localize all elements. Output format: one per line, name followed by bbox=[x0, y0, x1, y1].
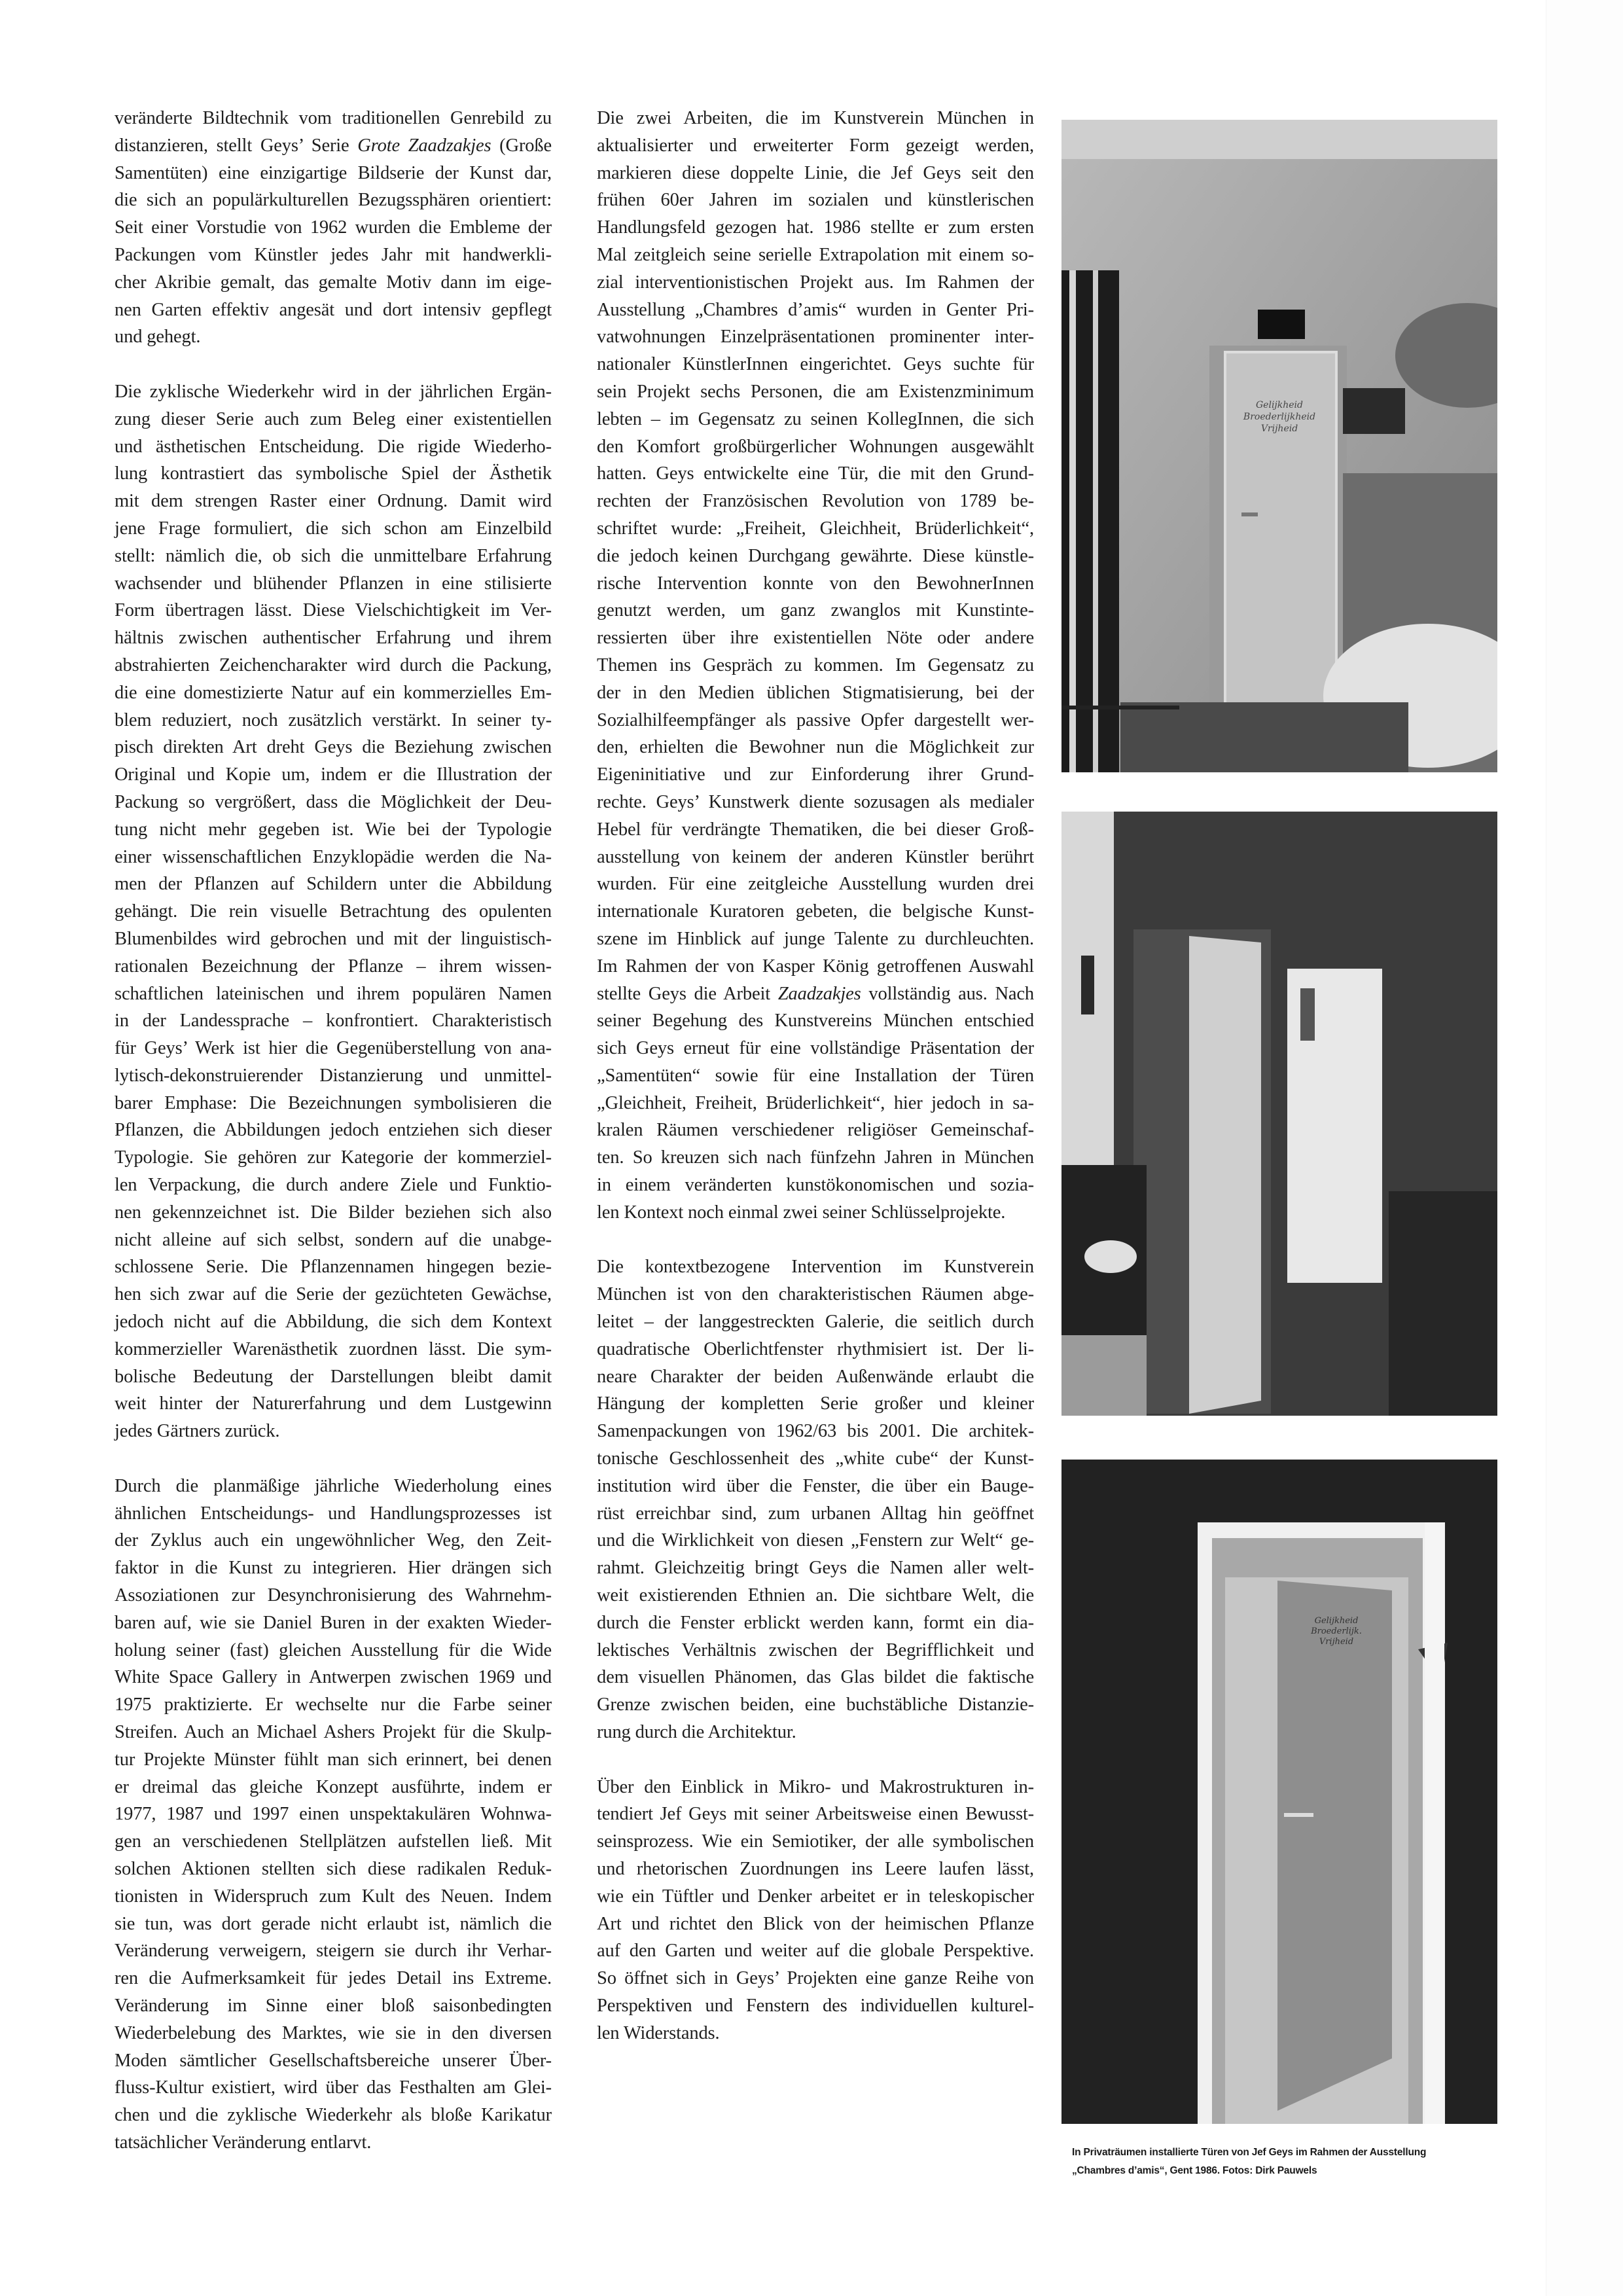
text-line: Hebel für verdrängte Thematiken, die bei dieser Groß- bbox=[597, 819, 1034, 840]
text-line: gehängt. Die rein visuelle Betrachtung des opulenten bbox=[115, 901, 552, 922]
text-line: Art und richtet den Blick von der heimischen Pflanze bbox=[597, 1913, 1034, 1934]
text-line: szene im Hinblick auf junge Talente zu durchleuchten. bbox=[597, 928, 1034, 949]
text-line: hatten. Geys entwickelte eine Tür, die mit den Grund- bbox=[597, 463, 1034, 484]
photo-hallway-doors bbox=[1061, 812, 1497, 1416]
text-line: schaftlichen lateinischen und ihrem populären Namen bbox=[115, 983, 552, 1004]
text-line: lung kontrastiert das symbolische Spiel der Ästhetik bbox=[115, 463, 552, 484]
text-line: Typologie. Sie gehören zur Kategorie der kommerziel- bbox=[115, 1147, 552, 1168]
text-line: frühen 60er Jahren im sozialen und künstlerischen bbox=[597, 190, 1034, 211]
text-line: lektisches Verhältnis zwischen der Begrifflichkeit und bbox=[597, 1640, 1034, 1660]
text-line: len Kontext noch einmal zwei seiner Schlüsselprojekte. bbox=[597, 1202, 1006, 1223]
text-line: zung dieser Serie auch zum Beleg einer existentiellen bbox=[115, 408, 552, 429]
text-line: „Samentüten“ sowie für eine Installation der Türen bbox=[597, 1065, 1034, 1086]
text-line: Blumenbildes wird gebrochen und mit der linguistisch- bbox=[115, 928, 552, 949]
text-line: Samentüten) eine einzigartige Bildserie der Kunst dar, bbox=[115, 162, 552, 183]
text-line: internationale Kuratoren gebeten, die belgische Kunst- bbox=[597, 901, 1034, 922]
text-line: sein Projekt sechs Personen, die am Existenzminimum bbox=[597, 381, 1034, 402]
text-line: auf den Garten und weiter auf die globale Perspektive. bbox=[597, 1941, 1034, 1962]
text-line: Mal zeitgleich seine serielle Extrapolation mit einem so- bbox=[597, 244, 1034, 265]
text-line: White Space Gallery in Antwerpen zwischen 1969 und bbox=[115, 1667, 552, 1688]
text-line: leitet – der langgestreckten Galerie, die seitlich durch bbox=[597, 1312, 1034, 1333]
text-line: rationalen Bezeichnung der Pflanze – ihrem wissen- bbox=[115, 956, 552, 977]
text-line: tendiert Jef Geys mit seiner Arbeitsweise einen Bewusst- bbox=[597, 1804, 1034, 1825]
photo-doorway bbox=[1061, 1460, 1497, 2124]
text-line: baren auf, wie sie Daniel Buren in der exakten Wieder- bbox=[115, 1612, 552, 1633]
text-line: der Zyklus auch ein ungewöhnlicher Weg, den Zeit- bbox=[115, 1530, 552, 1551]
scan-edge bbox=[1546, 0, 1623, 2296]
text-line: pisch direkten Art dreht Geys die Beziehung zwischen bbox=[115, 737, 552, 758]
text-line: Hängung der kompletten Serie großer und kleiner bbox=[597, 1393, 1034, 1414]
text-line: fluss-Kultur existiert, wird über das Festhalten am Glei- bbox=[115, 2077, 552, 2098]
text-line: mit dem strengen Raster einer Ordnung. Damit wird bbox=[115, 491, 552, 512]
text-line: jedes Gärtners zurück. bbox=[115, 1421, 280, 1442]
text-line: Eigeninitiative und zur Einforderung ihrer Grund- bbox=[597, 764, 1034, 785]
text-line: rechte. Geys’ Kunstwerk diente sozusagen als medialer bbox=[597, 791, 1034, 812]
text-line: jedoch nicht auf die Abbildung, die sich dem Kontext bbox=[115, 1312, 552, 1333]
text-line: Moden sämtlicher Gesellschaftsbereiche unserer Über- bbox=[115, 2050, 552, 2071]
text-column-middle bbox=[597, 105, 1034, 2047]
text-line: Wiederbelebung des Marktes, wie sie in den diversen bbox=[115, 2022, 552, 2043]
italic-title: Grote Zaadzakjes bbox=[357, 135, 491, 156]
text-line: rüst erreichbar sind, zum urbanen Alltag hin geöffnet bbox=[597, 1503, 1034, 1524]
paragraph bbox=[597, 105, 1034, 1227]
text-line: Ausstellung „Chambres d’amis“ wurden in Genter Pri- bbox=[597, 299, 1034, 320]
text-line: tonische Geschlossenheit des „white cube“ der Kunst- bbox=[597, 1448, 1034, 1469]
text-line: kommerzieller Warenästhetik zuordnen lässt. Die sym- bbox=[115, 1338, 552, 1359]
italic-title: Zaadzakjes bbox=[777, 983, 861, 1004]
text-line: rahmt. Gleichzeitig bringt Geys die Namen aller welt- bbox=[597, 1558, 1034, 1579]
text-line: die sich an populärkulturellen Bezugssphären orientiert: bbox=[115, 190, 552, 211]
text-line: tung nicht mehr gegeben ist. Wie bei der Typologie bbox=[115, 819, 552, 840]
text-line: Packung so vergrößert, dass die Möglichkeit der Deu- bbox=[115, 791, 552, 812]
text-line: blem reduziert, noch zusätzlich verstärkt. In seiner ty- bbox=[115, 709, 552, 730]
text-line: rische Intervention konnte von den BewohnerInnen bbox=[597, 573, 1034, 594]
text-line: nicht alleine auf sich selbst, sondern auf die unabge- bbox=[115, 1229, 552, 1250]
text-line: der in den Medien üblichen Stigmatisierung, bei der bbox=[597, 682, 1034, 703]
text-line: die jedoch keinen Durchgang gewährte. Diese künstle- bbox=[597, 545, 1034, 566]
text-line: lebten – im Gegensatz zu seinen KollegInnen, die sich bbox=[597, 408, 1034, 429]
text-line: sie tun, was dort gerade nicht erlaubt ist, nämlich die bbox=[115, 1913, 552, 1934]
caption-line-1: In Privaträumen installierte Türen von Jef Geys im Rahmen der Ausstellung bbox=[1072, 2147, 1427, 2158]
text-line: Grenze zwischen beiden, eine buchstäbliche Distanzie- bbox=[597, 1695, 1034, 1715]
text-line: wurden. Für eine zeitgleiche Ausstellung wurden drei bbox=[597, 874, 1034, 895]
text-line: tur Projekte Münster fühlt man sich erinnert, bei denen bbox=[115, 1749, 552, 1770]
text-line: quadratische Oberlichtfenster rhythmisiert ist. Der li- bbox=[597, 1338, 1034, 1359]
text-line: ren die Aufmerksamkeit für jedes Detail ins Extreme. bbox=[115, 1968, 552, 1989]
text-line: schriftet wurde: „Freiheit, Gleichheit, Brüderlichkeit“, bbox=[597, 518, 1034, 539]
text-line: er dreimal das gleiche Konzept ausführte, indem er bbox=[115, 1776, 552, 1797]
text-line: len Widerstands. bbox=[597, 2022, 720, 2043]
text-line: rechten der Französischen Revolution von 1789 be- bbox=[597, 491, 1034, 512]
text-line: Sozialhilfeempfänger als passive Opfer dargestellt wer- bbox=[597, 709, 1034, 730]
text-line: und die Wirklichkeit von diesen „Fenstern zur Welt“ ge- bbox=[597, 1530, 1034, 1551]
text-line: Original und Kopie um, indem er die Illustration der bbox=[115, 764, 552, 785]
text-line: Im Rahmen der von Kasper König getroffenen Auswahl bbox=[597, 956, 1034, 977]
svg-text:Broederlijkheid: Broederlijkheid bbox=[1243, 412, 1316, 422]
text-line: vatwohnungen Einzelpräsentationen prominenter inter- bbox=[597, 327, 1034, 348]
text-line: Veränderung verweigern, steigern sie durch ihr Verhar- bbox=[115, 1941, 552, 1962]
paragraph bbox=[597, 1774, 1034, 2047]
text-line: Streifen. Auch an Michael Ashers Projekt für die Skulp- bbox=[115, 1722, 552, 1743]
figure-caption bbox=[1072, 2144, 1543, 2180]
text-line: Veränderung im Sinne einer bloß saisonbedingten bbox=[115, 1995, 552, 2016]
text-line: chen und die zyklische Wiederkehr als bloße Karikatur bbox=[115, 2105, 552, 2126]
text-line: zial interventionistischen Projekt aus. Im Rahmen der bbox=[597, 272, 1034, 293]
text-line: Über den Einblick in Mikro- und Makrostrukturen in- bbox=[597, 1776, 1034, 1797]
text-line: ressierten über ihre existentiellen Nöte oder andere bbox=[597, 628, 1034, 649]
photo-room-door bbox=[1061, 120, 1497, 772]
text-line: in einem veränderten kunstökonomischen und sozia- bbox=[597, 1175, 1034, 1196]
text-line: die eine domestizierte Natur auf ein kommerzielles Em- bbox=[115, 682, 552, 703]
paragraph bbox=[597, 1253, 1034, 1746]
text-line: und ästhetischen Entscheidung. Die rigide Wiederho- bbox=[115, 436, 552, 457]
text-line: nen gekennzeichnet ist. Die Bilder beziehen sich also bbox=[115, 1202, 552, 1223]
text-line: len Verpackung, die durch andere Ziele und Funktio- bbox=[115, 1175, 552, 1196]
text-line: veränderte Bildtechnik vom traditionellen Genrebild zu bbox=[115, 108, 552, 128]
text-line: Die kontextbezogene Intervention im Kunstverein bbox=[597, 1257, 1034, 1278]
text-line: schlossene Serie. Die Pflanzennamen hingegen bezie- bbox=[115, 1257, 552, 1278]
text-line: distanzieren, stellt Geys’ Serie Grote Zaadzakjes (Große bbox=[115, 135, 552, 156]
text-line: Packungen vom Künstler jedes Jahr mit handwerkli- bbox=[115, 244, 552, 265]
text-line: Themen ins Gespräch zu kommen. Im Gegensatz zu bbox=[597, 655, 1034, 675]
text-line: in der Landessprache – konfrontiert. Charakteristisch bbox=[115, 1011, 552, 1031]
text-line: gen an verschiedenen Stellplätzen aufstellen ließ. Mit bbox=[115, 1831, 552, 1852]
text-line: neare Charakter der beiden Außenwände erlaubt die bbox=[597, 1366, 1034, 1387]
text-line: tionisten in Widerspruch zum Kult des Neuen. Indem bbox=[115, 1886, 552, 1907]
text-line: Samenpackungen von 1962/63 bis 2001. Die architek- bbox=[597, 1421, 1034, 1442]
text-line: faktor in die Kunst zu integrieren. Hier drängen sich bbox=[115, 1558, 552, 1579]
text-line: abstrahierten Zeichencharakter wird durch die Packung, bbox=[115, 655, 552, 675]
text-line: lytisch-dekonstruierender Distanzierung und unmittel- bbox=[115, 1065, 552, 1086]
photo-doorway-image bbox=[1061, 1460, 1497, 2124]
text-line: durch die Fenster erblickt werden kann, formt ein dia- bbox=[597, 1612, 1034, 1633]
text-line: institution wird über die Fenster, die über ein Bauge- bbox=[597, 1475, 1034, 1496]
svg-text:Gelijkheid: Gelijkheid bbox=[1256, 400, 1303, 410]
text-line: „Gleichheit, Freiheit, Brüderlichkeit“, hier jedoch in sa- bbox=[597, 1092, 1034, 1113]
text-line: stellt: nämlich die, ob sich die unmittelbare Erfahrung bbox=[115, 545, 552, 566]
text-line: für Geys’ Werk ist hier die Gegenüberstellung von ana- bbox=[115, 1038, 552, 1059]
text-line: bolische Bedeutung der Darstellungen bleibt damit bbox=[115, 1366, 552, 1387]
text-line: und gehegt. bbox=[115, 327, 201, 348]
text-line: stellte Geys die Arbeit Zaadzakjes vollständig aus. Nach bbox=[597, 983, 1034, 1004]
text-line: seiner Begehung des Kunstvereins München entschied bbox=[597, 1011, 1034, 1031]
text-line: 1975 praktizierte. Er wechselte nur die Farbe seiner bbox=[115, 1695, 552, 1715]
text-line: den Komfort großbürgerlicher Wohnungen ausgewählt bbox=[597, 436, 1034, 457]
text-line: hen sich zwar auf die Serie der gezüchteten Gewächse, bbox=[115, 1284, 552, 1305]
text-line: Assoziationen zur Desynchronisierung des Wahrnehm- bbox=[115, 1585, 552, 1606]
text-line: So öffnet sich in Geys’ Projekten eine ganze Reihe von bbox=[597, 1968, 1034, 1989]
text-line: ten. So kreuzen sich nach fünfzehn Jahren in München bbox=[597, 1147, 1034, 1168]
text-line: cher Akribie gemalt, das gemalte Motiv dann im eige- bbox=[115, 272, 552, 293]
text-line: Die zwei Arbeiten, die im Kunstverein München in bbox=[597, 108, 1034, 128]
text-line: einer wissenschaftlichen Enzyklopädie werden die Na- bbox=[115, 846, 552, 867]
svg-text:Broederlijk.: Broederlijk. bbox=[1311, 1626, 1362, 1636]
text-line: wie ein Tüftler und Denker arbeitet er in teleskopischer bbox=[597, 1886, 1034, 1907]
text-line: nen Garten effektiv angesät und dort intensiv gepflegt bbox=[115, 299, 552, 320]
text-column-left bbox=[115, 105, 552, 2157]
text-line: seinsprozess. Wie ein Semiotiker, der alle symbolischen bbox=[597, 1831, 1034, 1852]
text-line: Form übertragen lässt. Diese Vielschichtigkeit im Ver- bbox=[115, 600, 552, 621]
svg-text:Gelijkheid: Gelijkheid bbox=[1314, 1616, 1359, 1626]
paragraph bbox=[115, 378, 552, 1445]
text-line: den, erhielten die Bewohner nun die Möglichkeit zur bbox=[597, 737, 1034, 758]
text-line: tatsächlicher Veränderung entlarvt. bbox=[115, 2132, 372, 2153]
text-line: markieren diese doppelte Linie, die Jef Geys seit den bbox=[597, 162, 1034, 183]
text-line: ähnlichen Entscheidungs- und Handlungsprozesses ist bbox=[115, 1503, 552, 1524]
text-line: dem visuellen Phänomen, das Glas bildet die faktische bbox=[597, 1667, 1034, 1688]
text-line: ausstellung von keinem der anderen Künstler berührt bbox=[597, 846, 1034, 867]
text-line: kralen Räumen verschiedener religiöser Gemeinschaf- bbox=[597, 1120, 1034, 1141]
text-line: sich Geys erneut für eine vollständige Präsentation der bbox=[597, 1038, 1034, 1059]
text-line: München ist von den charakteristischen Räumen abge- bbox=[597, 1284, 1034, 1305]
photo-hallway-doors-image bbox=[1061, 812, 1497, 1416]
text-line: solchen Aktionen stellten sich diese radikalen Reduk- bbox=[115, 1859, 552, 1879]
text-line: wachsender und blühender Pflanzen in eine stilisierte bbox=[115, 573, 552, 594]
text-line: Seit einer Vorstudie von 1962 wurden die Embleme der bbox=[115, 217, 552, 238]
photo-room-door-image bbox=[1061, 120, 1497, 772]
text-line: weit existierenden Ethnien an. Die sichtbare Welt, die bbox=[597, 1585, 1034, 1606]
text-line: Handlungsfeld gezogen hat. 1986 stellte er zum ersten bbox=[597, 217, 1034, 238]
text-line: 1977, 1987 und 1997 einen unspektakulären Wohnwa- bbox=[115, 1804, 552, 1825]
text-line: barer Emphase: Die Bezeichnungen symbolisieren die bbox=[115, 1092, 552, 1113]
text-line: aktualisierter und erweiterter Form gezeigt werden, bbox=[597, 135, 1034, 156]
text-line: und rhetorischen Zuordnungen ins Leere laufen lässt, bbox=[597, 1859, 1034, 1879]
text-line: rung durch die Architektur. bbox=[597, 1722, 796, 1743]
text-line: holung seiner (fast) gleichen Ausstellung für die Wide bbox=[115, 1640, 552, 1660]
text-line: hältnis zwischen authentischer Erfahrung und ihrem bbox=[115, 628, 552, 649]
text-line: Pflanzen, die Abbildungen jedoch entziehen sich dieser bbox=[115, 1120, 552, 1141]
text-line: Durch die planmäßige jährliche Wiederholung eines bbox=[115, 1475, 552, 1496]
text-line: jene Frage formuliert, die sich schon am Einzelbild bbox=[115, 518, 552, 539]
text-line: weit hinter der Naturerfahrung und dem Lustgewinn bbox=[115, 1393, 552, 1414]
text-line: Perspektiven und Fenstern des individuellen kulturel- bbox=[597, 1995, 1034, 2016]
text-line: genutzt werden, um ganz zwanglos mit Kunstinte- bbox=[597, 600, 1034, 621]
text-line: Die zyklische Wiederkehr wird in der jährlichen Ergän- bbox=[115, 381, 552, 402]
paragraph bbox=[115, 105, 552, 351]
paragraph bbox=[115, 1473, 552, 2157]
text-line: men der Pflanzen auf Schildern unter die Abbildung bbox=[115, 874, 552, 895]
text-line: nationaler KünstlerInnen eingerichtet. Geys suchte für bbox=[597, 354, 1034, 375]
svg-text:Vrijheid: Vrijheid bbox=[1319, 1637, 1354, 1647]
caption-line-2: „Chambres d’amis“, Gent 1986. Fotos: Dirk Pauwels bbox=[1072, 2165, 1317, 2176]
svg-text:Vrijheid: Vrijheid bbox=[1260, 423, 1298, 434]
